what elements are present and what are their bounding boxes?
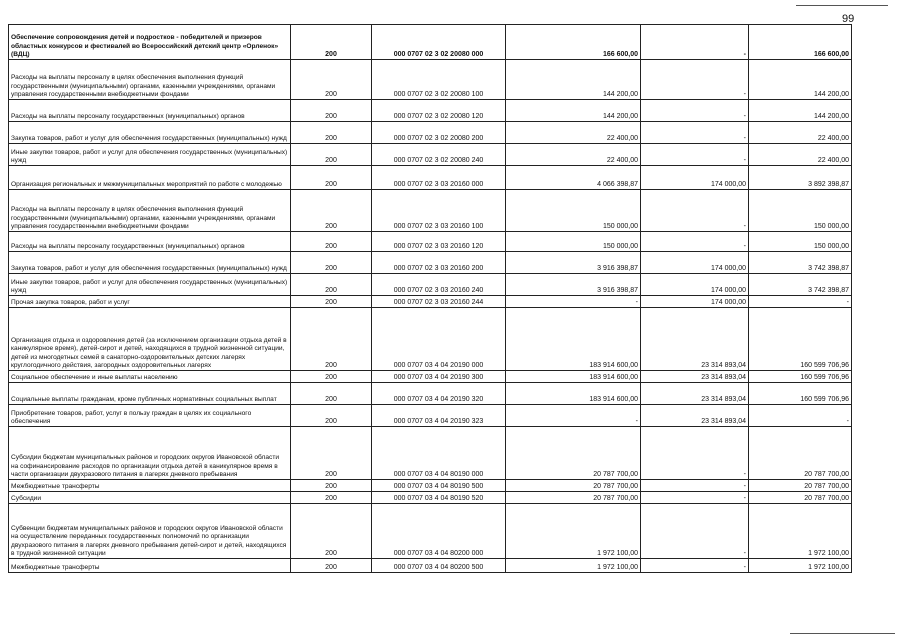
row-code-gr: 200 bbox=[291, 232, 372, 252]
row-kbk: 000 0707 03 4 04 20190 300 bbox=[372, 371, 506, 383]
row-sum3: 1 972 100,00 bbox=[749, 504, 852, 559]
row-code-gr: 200 bbox=[291, 100, 372, 122]
table-row bbox=[9, 60, 852, 100]
row-sum2: - bbox=[641, 122, 749, 144]
row-code-gr: 200 bbox=[291, 427, 372, 480]
row-sum1: 144 200,00 bbox=[506, 60, 641, 100]
table-row bbox=[9, 308, 852, 371]
row-name: Иные закупки товаров, работ и услуг для обеспечения государственных (муниципальных) нужд bbox=[9, 144, 291, 166]
row-sum3: 20 787 700,00 bbox=[749, 480, 852, 492]
table-row bbox=[9, 25, 852, 60]
row-sum2: - bbox=[641, 25, 749, 60]
row-sum3: 150 000,00 bbox=[749, 232, 852, 252]
row-name: Социальные выплаты гражданам, кроме публичных нормативных социальных выплат bbox=[9, 383, 291, 405]
row-sum3: 20 787 700,00 bbox=[749, 492, 852, 504]
row-sum1: - bbox=[506, 296, 641, 308]
row-kbk: 000 0707 03 4 04 20190 323 bbox=[372, 405, 506, 427]
row-code-gr: 200 bbox=[291, 190, 372, 232]
row-sum1: 4 066 398,87 bbox=[506, 166, 641, 190]
table-row bbox=[9, 252, 852, 274]
row-sum2: 174 000,00 bbox=[641, 166, 749, 190]
row-sum1: 3 916 398,87 bbox=[506, 274, 641, 296]
row-sum2: 23 314 893,04 bbox=[641, 371, 749, 383]
table-row bbox=[9, 383, 852, 405]
row-sum1: 22 400,00 bbox=[506, 122, 641, 144]
row-sum3: 3 742 398,87 bbox=[749, 274, 852, 296]
row-name: Прочая закупка товаров, работ и услуг bbox=[9, 296, 291, 308]
row-kbk: 000 0707 03 4 04 80200 500 bbox=[372, 559, 506, 573]
row-kbk: 000 0707 02 3 02 20080 200 bbox=[372, 122, 506, 144]
row-name: Субсидии бюджетам муниципальных районов и городских округов Ивановской области на софинансирование расходов по организации отдыха детей в каникулярное время в части организации двухразового питания в лагерях дневного пребывания bbox=[9, 427, 291, 480]
table-row bbox=[9, 405, 852, 427]
table-row bbox=[9, 371, 852, 383]
row-kbk: 000 0707 02 3 02 20080 240 bbox=[372, 144, 506, 166]
row-sum3: 160 599 706,96 bbox=[749, 308, 852, 371]
row-sum1: 183 914 600,00 bbox=[506, 371, 641, 383]
row-sum2: 23 314 893,04 bbox=[641, 383, 749, 405]
row-sum3: 160 599 706,96 bbox=[749, 371, 852, 383]
row-sum3: 160 599 706,96 bbox=[749, 383, 852, 405]
row-kbk: 000 0707 03 4 04 20190 320 bbox=[372, 383, 506, 405]
row-sum1: 20 787 700,00 bbox=[506, 427, 641, 480]
row-kbk: 000 0707 02 3 02 20080 100 bbox=[372, 60, 506, 100]
row-code-gr: 200 bbox=[291, 122, 372, 144]
row-sum3: 1 972 100,00 bbox=[749, 559, 852, 573]
row-kbk: 000 0707 02 3 03 20160 244 bbox=[372, 296, 506, 308]
row-name: Организация региональных и межмуниципальных мероприятий по работе с молодежью bbox=[9, 166, 291, 190]
page-number: 99 bbox=[842, 13, 855, 25]
row-sum1: 20 787 700,00 bbox=[506, 480, 641, 492]
row-name: Расходы на выплаты персоналу государственных (муниципальных) органов bbox=[9, 100, 291, 122]
row-sum2: - bbox=[641, 190, 749, 232]
row-kbk: 000 0707 03 4 04 80190 500 bbox=[372, 480, 506, 492]
table-row bbox=[9, 504, 852, 559]
row-name: Иные закупки товаров, работ и услуг для обеспечения государственных (муниципальных) нужд bbox=[9, 274, 291, 296]
row-sum2: 174 000,00 bbox=[641, 252, 749, 274]
row-name: Субвенции бюджетам муниципальных районов и городских округов Ивановской области на осуществление переданных государственных полномочий по организации двухразового питания в лагерях дневного пребывания детей-сирот и детей, находящихся в трудной жизненной ситуации bbox=[9, 504, 291, 559]
row-sum3: 144 200,00 bbox=[749, 100, 852, 122]
row-name: Межбюджетные трансферты bbox=[9, 559, 291, 573]
table-row bbox=[9, 480, 852, 492]
row-name: Межбюджетные трансферты bbox=[9, 480, 291, 492]
row-code-gr: 200 bbox=[291, 252, 372, 274]
row-sum3: 22 400,00 bbox=[749, 144, 852, 166]
row-kbk: 000 0707 03 4 04 80190 000 bbox=[372, 427, 506, 480]
row-name: Социальное обеспечение и иные выплаты населению bbox=[9, 371, 291, 383]
row-sum1: 20 787 700,00 bbox=[506, 492, 641, 504]
row-sum2: - bbox=[641, 60, 749, 100]
row-sum2: - bbox=[641, 427, 749, 480]
row-kbk: 000 0707 03 4 04 20190 000 bbox=[372, 308, 506, 371]
row-code-gr: 200 bbox=[291, 296, 372, 308]
row-code-gr: 200 bbox=[291, 371, 372, 383]
row-code-gr: 200 bbox=[291, 144, 372, 166]
table-row bbox=[9, 559, 852, 573]
table-row bbox=[9, 296, 852, 308]
table-row bbox=[9, 122, 852, 144]
row-sum2: 23 314 893,04 bbox=[641, 308, 749, 371]
row-name: Расходы на выплаты персоналу в целях обеспечения выполнения функций государственными (муниципальными) органами, казенными учреждениями, органами управления государственными внебюджетными фондами bbox=[9, 190, 291, 232]
table-row bbox=[9, 144, 852, 166]
row-code-gr: 200 bbox=[291, 60, 372, 100]
table-row bbox=[9, 166, 852, 190]
row-name: Приобретение товаров, работ, услуг в пользу граждан в целях их социального обеспечения bbox=[9, 405, 291, 427]
row-sum3: - bbox=[749, 405, 852, 427]
row-kbk: 000 0707 02 3 02 20080 000 bbox=[372, 25, 506, 60]
row-name: Субсидии bbox=[9, 492, 291, 504]
row-name: Организация отдыха и оздоровления детей (за исключением организации отдыха детей в каникулярное время), детей-сирот и детей, находящихся в трудной жизненной ситуации, детей из многодетных семей в санаторно-оздоровительных детских лагерях круглогодичного действия, загородных оздоровительных лагерях bbox=[9, 308, 291, 371]
row-sum2: - bbox=[641, 504, 749, 559]
row-kbk: 000 0707 02 3 03 20160 100 bbox=[372, 190, 506, 232]
row-sum2: - bbox=[641, 144, 749, 166]
row-sum1: 166 600,00 bbox=[506, 25, 641, 60]
row-code-gr: 200 bbox=[291, 166, 372, 190]
row-kbk: 000 0707 03 4 04 80200 000 bbox=[372, 504, 506, 559]
row-sum1: 183 914 600,00 bbox=[506, 383, 641, 405]
row-kbk: 000 0707 02 3 03 20160 240 bbox=[372, 274, 506, 296]
row-kbk: 000 0707 02 3 03 20160 000 bbox=[372, 166, 506, 190]
row-code-gr: 200 bbox=[291, 274, 372, 296]
table-row bbox=[9, 190, 852, 232]
row-sum1: 3 916 398,87 bbox=[506, 252, 641, 274]
row-sum1: 150 000,00 bbox=[506, 232, 641, 252]
row-sum2: - bbox=[641, 480, 749, 492]
row-sum3: 166 600,00 bbox=[749, 25, 852, 60]
table-row bbox=[9, 232, 852, 252]
row-sum3: 22 400,00 bbox=[749, 122, 852, 144]
row-code-gr: 200 bbox=[291, 559, 372, 573]
row-kbk: 000 0707 02 3 03 20160 120 bbox=[372, 232, 506, 252]
row-sum2: - bbox=[641, 492, 749, 504]
row-sum1: 150 000,00 bbox=[506, 190, 641, 232]
top-rule bbox=[796, 5, 888, 6]
table-row bbox=[9, 274, 852, 296]
row-name: Закупка товаров, работ и услуг для обеспечения государственных (муниципальных) нужд bbox=[9, 122, 291, 144]
row-sum1: 1 972 100,00 bbox=[506, 559, 641, 573]
row-sum3: 3 742 398,87 bbox=[749, 252, 852, 274]
row-sum1: 183 914 600,00 bbox=[506, 308, 641, 371]
row-name: Расходы на выплаты персоналу в целях обеспечения выполнения функций государственными (муниципальными) органами, казенными учреждениями, органами управления государственными внебюджетными фондами bbox=[9, 60, 291, 100]
bottom-rule bbox=[790, 633, 895, 634]
row-sum2: 23 314 893,04 bbox=[641, 405, 749, 427]
table-row bbox=[9, 100, 852, 122]
row-sum3: 20 787 700,00 bbox=[749, 427, 852, 480]
row-sum1: 144 200,00 bbox=[506, 100, 641, 122]
row-code-gr: 200 bbox=[291, 492, 372, 504]
row-sum1: 1 972 100,00 bbox=[506, 504, 641, 559]
row-kbk: 000 0707 02 3 03 20160 200 bbox=[372, 252, 506, 274]
table-row bbox=[9, 427, 852, 480]
row-name: Расходы на выплаты персоналу государственных (муниципальных) органов bbox=[9, 232, 291, 252]
row-sum3: 3 892 398,87 bbox=[749, 166, 852, 190]
row-sum1: - bbox=[506, 405, 641, 427]
row-code-gr: 200 bbox=[291, 405, 372, 427]
row-name: Обеспечение сопровождения детей и подростков - победителей и призеров областных конкурсов и фестивалей во Всероссийский детский центр «Орленок» (ВДЦ) bbox=[9, 25, 291, 60]
row-sum2: 174 000,00 bbox=[641, 296, 749, 308]
row-kbk: 000 0707 03 4 04 80190 520 bbox=[372, 492, 506, 504]
row-kbk: 000 0707 02 3 02 20080 120 bbox=[372, 100, 506, 122]
table-row bbox=[9, 492, 852, 504]
row-code-gr: 200 bbox=[291, 480, 372, 492]
row-sum2: 174 000,00 bbox=[641, 274, 749, 296]
row-sum2: - bbox=[641, 232, 749, 252]
row-sum2: - bbox=[641, 100, 749, 122]
row-sum3: 150 000,00 bbox=[749, 190, 852, 232]
row-sum3: 144 200,00 bbox=[749, 60, 852, 100]
row-sum3: - bbox=[749, 296, 852, 308]
row-code-gr: 200 bbox=[291, 25, 372, 60]
row-code-gr: 200 bbox=[291, 504, 372, 559]
row-sum1: 22 400,00 bbox=[506, 144, 641, 166]
row-name: Закупка товаров, работ и услуг для обеспечения государственных (муниципальных) нужд bbox=[9, 252, 291, 274]
row-sum2: - bbox=[641, 559, 749, 573]
row-code-gr: 200 bbox=[291, 308, 372, 371]
budget-table bbox=[8, 24, 852, 573]
row-code-gr: 200 bbox=[291, 383, 372, 405]
